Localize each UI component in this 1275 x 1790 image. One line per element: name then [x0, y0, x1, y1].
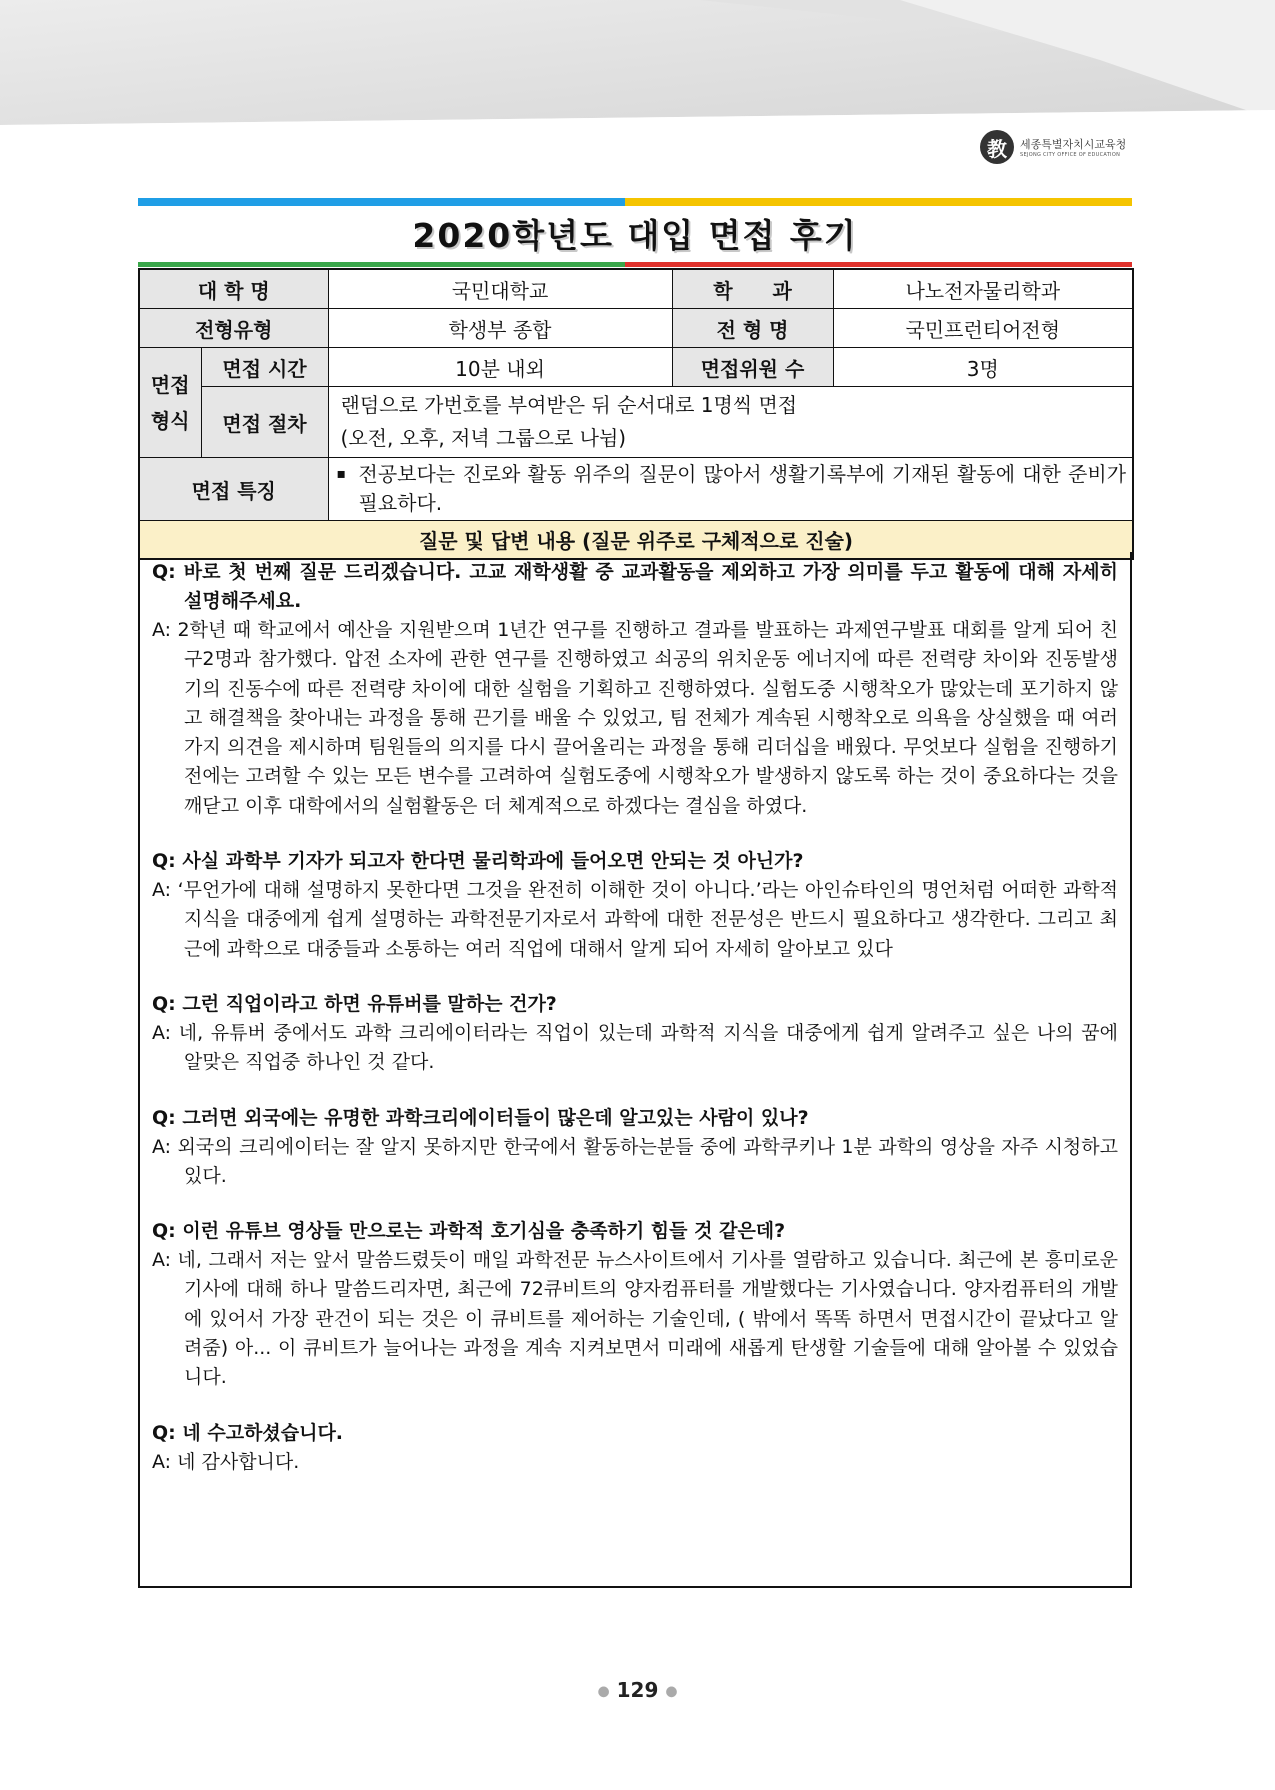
department-value: 나노전자물리학과	[833, 269, 1133, 309]
qa-item	[152, 1419, 1118, 1477]
header-decoration	[0, 0, 1275, 130]
page-footer	[0, 1678, 1275, 1702]
qa-section	[138, 552, 1132, 1588]
format-label: 면접 형식	[139, 348, 201, 458]
page-title: 2020학년도 대입 면접 후기	[412, 216, 858, 255]
university-value: 국민대학교	[328, 269, 672, 309]
office-logo	[980, 130, 1126, 164]
feature-text: 전공보다는 진로와 활동 위주의 질문이 많아서 생활기록부에 기재된 활동에 대한 준비가 필요하다.	[358, 462, 1127, 515]
admission-type-value: 학생부 종합	[328, 309, 672, 348]
answer-text: A: 네, 유튜버 중에서도 과학 크리에이터라는 직업이 있는데 과학적 지식을 대중에게 쉽게 알려주고 싶은 나의 꿈에 알맞은 직업중 하나인 것 같다.	[152, 1021, 1118, 1074]
title-bottom-bar	[138, 262, 1132, 267]
time-value: 10분 내외	[328, 348, 672, 387]
answer-text: A: ‘무언가에 대해 설명하지 못한다면 그것을 완전히 이해한 것이 아니다.’라는 아인슈타인의 명언처럼 어떠한 과학적 지식을 대중에게 쉽게 설명하는 과학전문기자로서 과학에 대한 전문성은 반드시 필요하다고 생각한다. 그리고 최근에 과학으로 대중들과 소통하는 여러 직업에 대해서 알게 되어 자세히 알아보고 있다	[152, 879, 1118, 960]
footer-dot-icon: ●	[665, 1683, 678, 1700]
time-label: 면접 시간	[201, 348, 328, 387]
admission-type-label: 전형유형	[139, 309, 328, 348]
question-text: Q: 이런 유튜브 영상들 만으로는 과학적 호기심을 충족하기 힘들 것 같은데?	[152, 1220, 786, 1243]
question-text: Q: 그러면 외국에는 유명한 과학크리에이터들이 많은데 알고있는 사람이 있나?	[152, 1106, 809, 1129]
procedure-value	[328, 387, 1133, 458]
answer-text: A: 네 감사합니다.	[152, 1450, 300, 1473]
procedure-line-2: (오전, 오후, 저녁 그룹으로 나뉨)	[340, 426, 627, 450]
logo-text-english: SEJONG CITY OFFICE OF EDUCATION	[1020, 152, 1121, 158]
feature-label: 면접 특징	[139, 458, 328, 521]
answer-text: A: 외국의 크리에이터는 잘 알지 못하지만 한국에서 활동하는분들 중에 과학쿠키나 1분 과학의 영상을 자주 시청하고 있다.	[152, 1135, 1118, 1187]
qa-item	[152, 990, 1118, 1078]
committee-label: 면접위원 수	[672, 348, 833, 387]
page-number: 129	[616, 1678, 659, 1702]
procedure-label: 면접 절차	[201, 387, 328, 458]
logo-text-korean: 세종특별자치시교육청	[1020, 138, 1127, 151]
question-text: Q: 바로 첫 번째 질문 드리겠습니다. 고교 재학생활 중 교과활동을 제외하고 가장 의미를 두고 활동에 대해 자세히 설명해주세요.	[152, 561, 1118, 612]
qa-item	[152, 847, 1118, 964]
answer-text: A: 2학년 때 학교에서 예산을 지원받으며 1년간 연구를 진행하고 결과를 발표하는 과제연구발표 대회를 알게 되어 친구2명과 참가했다. 압전 소자에 관한 연구를 진행하였고 쇠공의 위치운동 에너지에 따른 전력량 차이와 진동발생기의 진동수에 따른 전력량 차이에 대한 실험을 기획하고 진행하였다. 실험도중 시행착오가 많았는데 포기하지 않고 해결책을 찾아내는 과정을 통해 끈기를 배울 수 있었고, 팀 전체가 계속된 시행착오로 의욕을 상실했을 때 여러 가지 의견을 제시하며 팀원들의 의지를 다시 끌어올리는 과정을 통해 리더십을 배웠다. 무엇보다 실험을 진행하기 전에는 고려할 수 있는 모든 변수를 고려하여 실험도중에 시행착오가 발생하지 않도록 하는 것이 중요하다는 것을 깨닫고 이후 대학에서의 실험활동은 더 체계적으로 하겠다는 결심을 하였다.	[152, 619, 1118, 817]
title-top-bar	[138, 198, 1132, 206]
qa-item	[152, 1104, 1118, 1192]
department-label: 학 과	[672, 269, 833, 309]
committee-value: 3명	[833, 348, 1133, 387]
interview-info-table	[138, 268, 1134, 560]
qa-item	[152, 558, 1118, 821]
qa-item	[152, 1217, 1118, 1392]
footer-dot-icon: ●	[597, 1683, 610, 1700]
question-text: Q: 네 수고하셨습니다.	[152, 1421, 344, 1444]
logo-emblem-icon: 教	[980, 130, 1014, 164]
admission-name-value: 국민프런티어전형	[833, 309, 1133, 348]
question-text: Q: 그런 직업이라고 하면 유튜버를 말하는 건가?	[152, 992, 557, 1015]
bullet-icon: ▪	[336, 466, 347, 482]
university-label: 대 학 명	[139, 269, 328, 309]
feature-value	[328, 458, 1133, 521]
procedure-line-1: 랜덤으로 가번호를 부여받은 뒤 순서대로 1명씩 면접	[340, 393, 798, 417]
question-text: Q: 사실 과학부 기자가 되고자 한다면 물리학과에 들어오면 안되는 것 아닌가?	[152, 850, 804, 873]
answer-text: A: 네, 그래서 저는 앞서 말씀드렸듯이 매일 과학전문 뉴스사이트에서 기사를 열람하고 있습니다. 최근에 본 흥미로운 기사에 대해 하나 말씀드리자면, 최근에 72큐비트의 양자컴퓨터를 개발했다는 기사였습니다. 양자컴퓨터의 개발에 있어서 가장 관건이 되는 것은 이 큐비트를 제어하는 기술인데, ( 밖에서 똑똑 하면서 면접시간이 끝났다고 알려줌) 아... 이 큐비트가 늘어나는 과정을 계속 지켜보면서 미래에 새롭게 탄생할 기술들에 대해 알아볼 수 있었습니다.	[152, 1249, 1118, 1389]
qa-section-header: 질문 및 답변 내용 (질문 위주로 구체적으로 진술)	[139, 521, 1133, 560]
admission-name-label: 전 형 명	[672, 309, 833, 348]
